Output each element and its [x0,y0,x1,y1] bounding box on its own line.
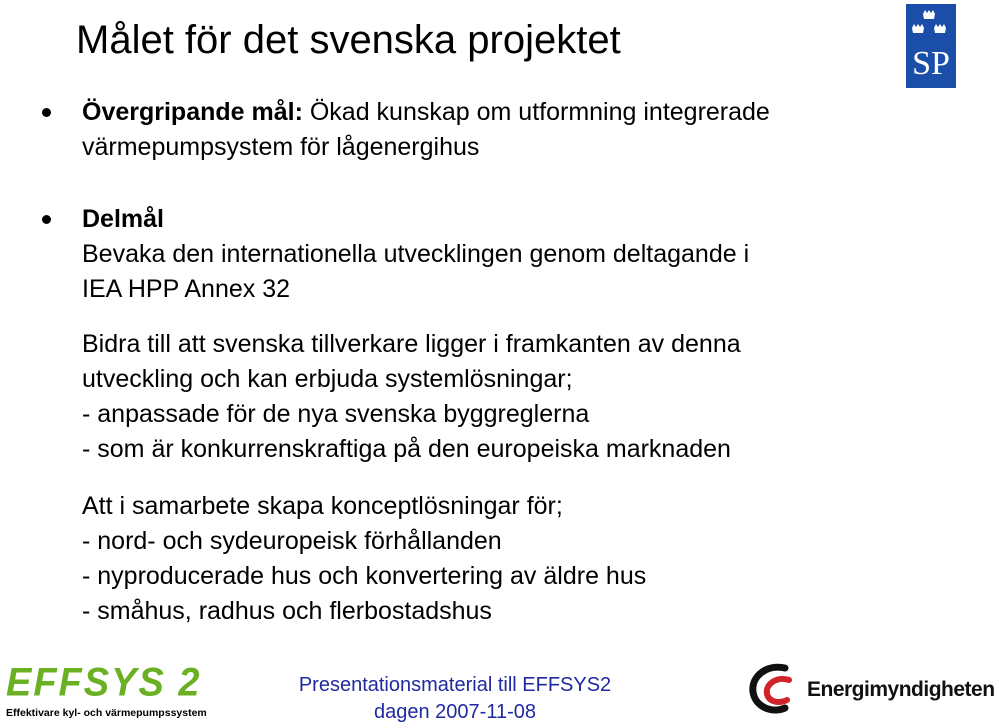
overall-goal-text-cont: värmepumpsystem för lågenergihus [82,133,480,161]
sp-logo [906,4,956,88]
effsys-logo [6,662,206,720]
subgoal-line: - som är konkurrenskraftiga på den europeiska marknaden [82,435,731,463]
bullet-icon [42,108,51,117]
energy-swirl-icon [745,660,805,718]
footer-caption [280,672,630,726]
subgoal-line: utveckling och kan erbjuda systemlösningar; [82,365,573,393]
subgoal-line: Bevaka den internationella utvecklingen genom deltagande i [82,240,750,268]
overall-goal-text: Ökad kunskap om utformning integrerade [309,98,770,126]
overall-goal-label: Övergripande mål: [82,98,303,126]
footer-line-1: Presentationsmaterial till EFFSYS2 [298,674,612,696]
footer-line-2: dagen 2007-11-08 [374,701,536,723]
effsys-logo-text: EFFSYS 2 [6,660,202,706]
subgoal-line: - småhus, radhus och flerbostadshus [82,597,492,625]
bullet-icon [42,215,51,224]
subgoal-line: Bidra till att svenska tillverkare ligger i framkanten av denna [82,330,741,358]
subgoals-item [82,202,942,629]
energimyndigheten-text: Energimyndigheten [807,678,995,701]
subgoals-label: Delmål [82,205,164,233]
subgoal-line: - nyproducerade hus och konvertering av äldre hus [82,562,647,590]
subgoal-line: - anpassade för de nya svenska byggreglerna [82,400,590,428]
subgoal-line: Att i samarbete skapa konceptlösningar för; [82,492,563,520]
page-title: Målet för det svenska projektet [76,18,621,62]
sp-logo-text: SP [912,45,950,82]
energimyndigheten-logo [745,660,995,718]
subgoal-line: IEA HPP Annex 32 [82,275,291,303]
subgoal-line: - nord- och sydeuropeisk förhållanden [82,527,502,555]
slide-body [82,95,942,629]
effsys-tagline: Effektivare kyl- och värmepumpssystem [6,707,207,719]
three-crowns-icon [906,4,956,88]
overall-goal-item [82,95,942,165]
